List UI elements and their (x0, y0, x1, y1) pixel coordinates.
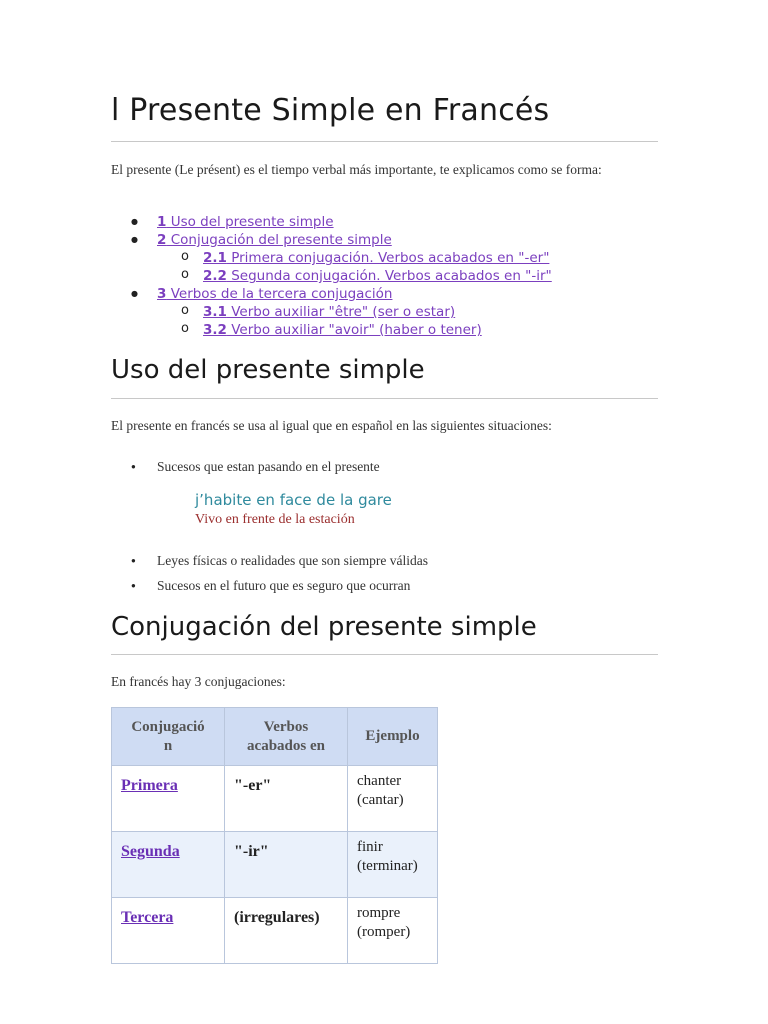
toc-number: 2.1 (203, 250, 227, 266)
ending-text: "-er" (234, 777, 272, 794)
page-title: l Presente Simple en Francés (111, 93, 550, 128)
list-item: ● Sucesos en el futuro que es seguro que ocurran (111, 578, 410, 594)
toc-number: 2 (157, 232, 167, 248)
toc-link[interactable] (157, 286, 392, 302)
toc-item[interactable] (111, 231, 552, 249)
section-intro: El presente en francés se usa al igual que en español en las siguientes situaciones: (111, 418, 552, 433)
toc-subitem[interactable] (111, 321, 552, 339)
toc-subitem[interactable] (111, 267, 552, 285)
example-translation: (romper) (357, 924, 411, 940)
table-cell (225, 832, 348, 898)
table-cell (348, 766, 438, 832)
toc-subitem[interactable] (111, 303, 552, 321)
toc-label: Verbo auxiliar "avoir" (haber o tener) (226, 322, 482, 338)
section-heading-conjugacion: Conjugación del presente simple (111, 612, 537, 642)
conjugation-link[interactable]: Segunda (121, 843, 180, 860)
list-item: ● Leyes físicas o realidades que son siempre válidas (111, 553, 428, 569)
toc-link[interactable] (203, 268, 552, 284)
example-spanish: Vivo en frente de la estación (195, 512, 355, 527)
example-verb: rompre (357, 905, 401, 921)
section-divider (111, 654, 658, 655)
toc-number: 3 (157, 286, 167, 302)
toc-label: Primera conjugación. Verbos acabados en "-er" (226, 250, 550, 266)
table-cell (225, 898, 348, 964)
table-cell (112, 832, 225, 898)
section-heading-uso: Uso del presente simple (111, 355, 425, 385)
toc-number: 2.2 (203, 268, 227, 284)
toc-link[interactable] (157, 214, 334, 230)
toc-label: Uso del presente simple (166, 214, 334, 230)
intro-paragraph: El presente (Le présent) es el tiempo verbal más importante, te explicamos como se forma: (111, 162, 602, 177)
column-header: Ejemplo (348, 708, 438, 766)
list-item: ● Sucesos que estan pasando en el presente (111, 459, 380, 475)
example-translation: (cantar) (357, 792, 404, 808)
table-cell (348, 898, 438, 964)
toc-link[interactable] (203, 322, 482, 338)
example-verb: finir (357, 839, 383, 855)
column-header: Conjugació n (112, 708, 225, 766)
column-header: Verbos acabados en (225, 708, 348, 766)
example-verb: chanter (357, 773, 402, 789)
example-translation: (terminar) (357, 858, 418, 874)
table-of-contents (111, 213, 552, 339)
toc-label: Verbo auxiliar "être" (ser o estar) (226, 304, 456, 320)
toc-label: Conjugación del presente simple (166, 232, 392, 248)
conjugation-link[interactable]: Tercera (121, 909, 174, 926)
table-header-row (112, 708, 438, 766)
table-row (112, 898, 438, 964)
toc-number: 3.2 (203, 322, 227, 338)
toc-number: 1 (157, 214, 167, 230)
section-divider (111, 398, 658, 399)
toc-link[interactable] (157, 232, 392, 248)
toc-number: 3.1 (203, 304, 227, 320)
toc-label: Verbos de la tercera conjugación (166, 286, 393, 302)
table-cell (112, 898, 225, 964)
table-row (112, 766, 438, 832)
ending-text: (irregulares) (234, 909, 320, 926)
ending-text: "-ir" (234, 843, 269, 860)
toc-item[interactable] (111, 285, 552, 303)
table-cell (225, 766, 348, 832)
table-cell (348, 832, 438, 898)
table-row (112, 832, 438, 898)
section-intro: En francés hay 3 conjugaciones: (111, 674, 286, 689)
title-divider (111, 141, 658, 142)
toc-subitem[interactable] (111, 249, 552, 267)
example-french: j’habite en face de la gare (195, 491, 392, 509)
table-cell (112, 766, 225, 832)
toc-link[interactable] (203, 250, 549, 266)
toc-link[interactable] (203, 304, 455, 320)
conjugation-table (111, 707, 438, 964)
conjugation-link[interactable]: Primera (121, 777, 178, 794)
toc-item[interactable] (111, 213, 552, 231)
toc-label: Segunda conjugación. Verbos acabados en "-ir" (226, 268, 552, 284)
